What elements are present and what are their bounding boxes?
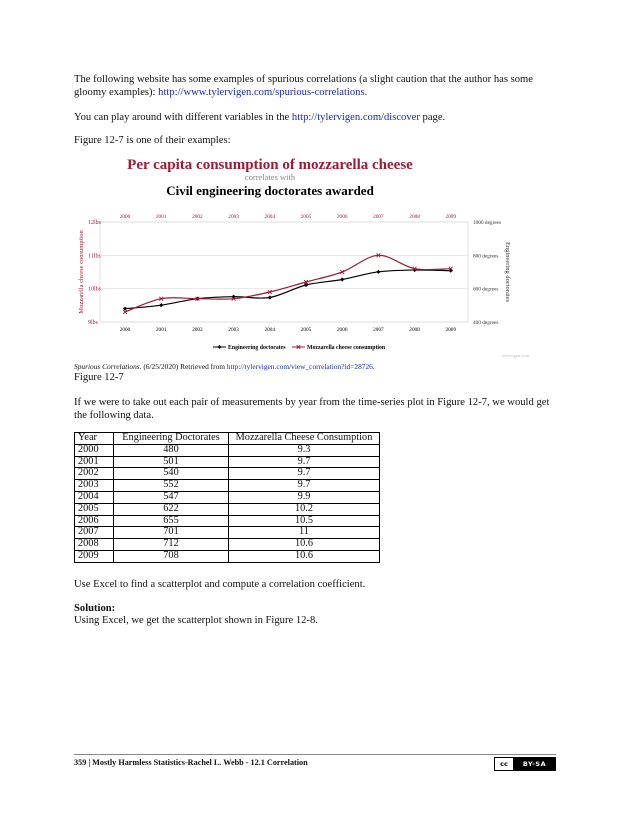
footer-divider — [74, 754, 556, 755]
header-mozzarella: Mozzarella Cheese Consumption — [229, 433, 380, 445]
top-year-tick: 2001 — [155, 214, 167, 220]
cc-license-badge[interactable] — [494, 757, 556, 771]
cell-mozzarella: 10.5 — [229, 515, 380, 527]
left-tick-label: 11lbs — [88, 253, 101, 260]
table-intro-paragraph: If we were to take out each pair of measurements by year from the time-series plot in Figure 12-7, we would get the following data. — [74, 397, 550, 422]
discover-link[interactable]: http://tylervigen.com/discover — [291, 112, 420, 123]
engineering-point — [268, 295, 272, 299]
table-row — [75, 468, 380, 480]
chart-title-2: Civil engineering doctorates awarded — [166, 183, 374, 198]
left-tick-label: 9lbs — [88, 320, 99, 326]
cell-year: 2007 — [75, 527, 114, 539]
cell-mozzarella: 10.6 — [229, 550, 380, 562]
table-header-row — [75, 433, 380, 445]
table-row — [75, 527, 380, 539]
bottom-year-tick: 2000 — [119, 327, 131, 333]
right-tick-label: 1000 degrees — [473, 220, 502, 226]
solution-label: Solution: — [74, 603, 116, 614]
legend-engineering-label: Engineering doctorates — [228, 345, 286, 351]
engineering-series-line — [125, 270, 451, 309]
top-year-tick: 2009 — [445, 214, 457, 220]
cell-year: 2000 — [75, 444, 114, 456]
left-tick-label: 10lbs — [88, 286, 102, 293]
cell-year: 2003 — [75, 480, 114, 492]
cc-icon: cc — [495, 758, 514, 770]
table-row — [75, 444, 380, 456]
bottom-year-tick: 2005 — [300, 327, 312, 333]
cell-mozzarella: 10.6 — [229, 539, 380, 551]
cell-mozzarella: 9.7 — [229, 456, 380, 468]
cell-year: 2008 — [75, 539, 114, 551]
page-footer: 359 | Mostly Harmless Statistics-Rachel L. Webb - 12.1 Correlation — [74, 758, 308, 767]
cell-engineering: 540 — [114, 468, 229, 480]
cell-engineering: 655 — [114, 515, 229, 527]
cell-engineering: 701 — [114, 527, 229, 539]
cell-year: 2004 — [75, 491, 114, 503]
top-year-tick: 2007 — [373, 214, 384, 220]
table-row — [75, 539, 380, 551]
left-axis-label: Mozzarella cheese consumption — [78, 230, 85, 314]
table-row — [75, 480, 380, 492]
intro-paragraph-1: The following website has some examples of spurious correlations (a slight caution that the author has some gloomy examples): http://www.tylervigen.com/spurious-correlations. — [74, 74, 533, 99]
table-row — [75, 503, 380, 515]
bottom-year-tick: 2003 — [228, 327, 239, 333]
source-note: tylervigen.com — [501, 353, 529, 358]
cell-mozzarella: 9.3 — [229, 444, 380, 456]
bottom-year-tick: 2007 — [373, 327, 384, 333]
engineering-point — [376, 270, 380, 274]
cell-mozzarella: 9.9 — [229, 491, 380, 503]
cell-mozzarella: 10.2 — [229, 503, 380, 515]
top-year-tick: 2002 — [192, 214, 203, 220]
bottom-year-tick: 2008 — [409, 327, 420, 333]
legend-cheese-label: Mozzarella cheese consumption — [307, 345, 386, 351]
right-tick-label: 800 degrees — [473, 253, 499, 260]
cell-mozzarella: 9.7 — [229, 468, 380, 480]
table-row — [75, 515, 380, 527]
table-row — [75, 456, 380, 468]
figure-caption: Spurious Correlations. (6/25/2020) Retrieved from http://tylervigen.com/view_correlation?id=28726. — [74, 362, 375, 371]
cell-year: 2009 — [75, 550, 114, 562]
view-correlation-link[interactable]: http://tylervigen.com/view_correlation?id=28726 — [226, 362, 373, 371]
header-engineering: Engineering Doctorates — [114, 433, 229, 445]
bottom-year-tick: 2002 — [192, 327, 203, 333]
plot-frame — [100, 222, 468, 322]
bottom-year-tick: 2006 — [336, 327, 348, 333]
engineering-point — [340, 277, 344, 281]
cell-mozzarella: 11 — [229, 527, 380, 539]
cell-engineering: 712 — [114, 539, 229, 551]
figure-label: Figure 12-7 — [74, 372, 124, 383]
top-year-tick: 2005 — [300, 214, 312, 220]
data-table — [74, 432, 380, 563]
spurious-correlation-chart — [74, 150, 554, 362]
cell-engineering: 622 — [114, 503, 229, 515]
table-row — [75, 491, 380, 503]
instruction-paragraph: Use Excel to find a scatterplot and compute a correlation coefficient. — [74, 579, 366, 590]
table-row — [75, 550, 380, 562]
chart-subtitle: correlates with — [244, 172, 296, 182]
cell-engineering: 552 — [114, 480, 229, 492]
header-year: Year — [75, 433, 114, 445]
top-year-tick: 2006 — [336, 214, 348, 220]
right-axis-label: Engineering doctorates — [504, 241, 511, 303]
cell-engineering: 480 — [114, 444, 229, 456]
right-tick-label: 400 degrees — [473, 320, 499, 326]
engineering-point — [159, 303, 163, 307]
legend-engineering-marker — [218, 345, 222, 349]
license-label: BY-SA — [514, 758, 555, 770]
right-tick-label: 600 degrees — [473, 286, 499, 293]
top-year-tick: 2000 — [119, 214, 131, 220]
top-year-tick: 2004 — [264, 214, 276, 220]
solution-text: Using Excel, we get the scatterplot shown in Figure 12-8. — [74, 615, 318, 626]
bottom-year-tick: 2004 — [264, 327, 276, 333]
intro-paragraph-3: Figure 12-7 is one of their examples: — [74, 135, 231, 146]
cell-year: 2005 — [75, 503, 114, 515]
cell-engineering: 708 — [114, 550, 229, 562]
chart-title: Per capita consumption of mozzarella cheese — [127, 157, 413, 173]
top-year-tick: 2003 — [228, 214, 239, 220]
intro-paragraph-2: You can play around with different variables in the http://tylervigen.com/discover page. — [74, 112, 446, 123]
top-year-tick: 2008 — [409, 214, 420, 220]
cell-year: 2006 — [75, 515, 114, 527]
left-tick-label: 12lbs — [88, 220, 102, 226]
cell-engineering: 501 — [114, 456, 229, 468]
cell-engineering: 547 — [114, 491, 229, 503]
cell-mozzarella: 9.7 — [229, 480, 380, 492]
cell-year: 2001 — [75, 456, 114, 468]
spurious-correlations-link[interactable]: http://www.tylervigen.com/spurious-correlations. — [158, 87, 368, 99]
bottom-year-tick: 2009 — [445, 327, 457, 333]
bottom-year-tick: 2001 — [155, 327, 167, 333]
cell-year: 2002 — [75, 468, 114, 480]
